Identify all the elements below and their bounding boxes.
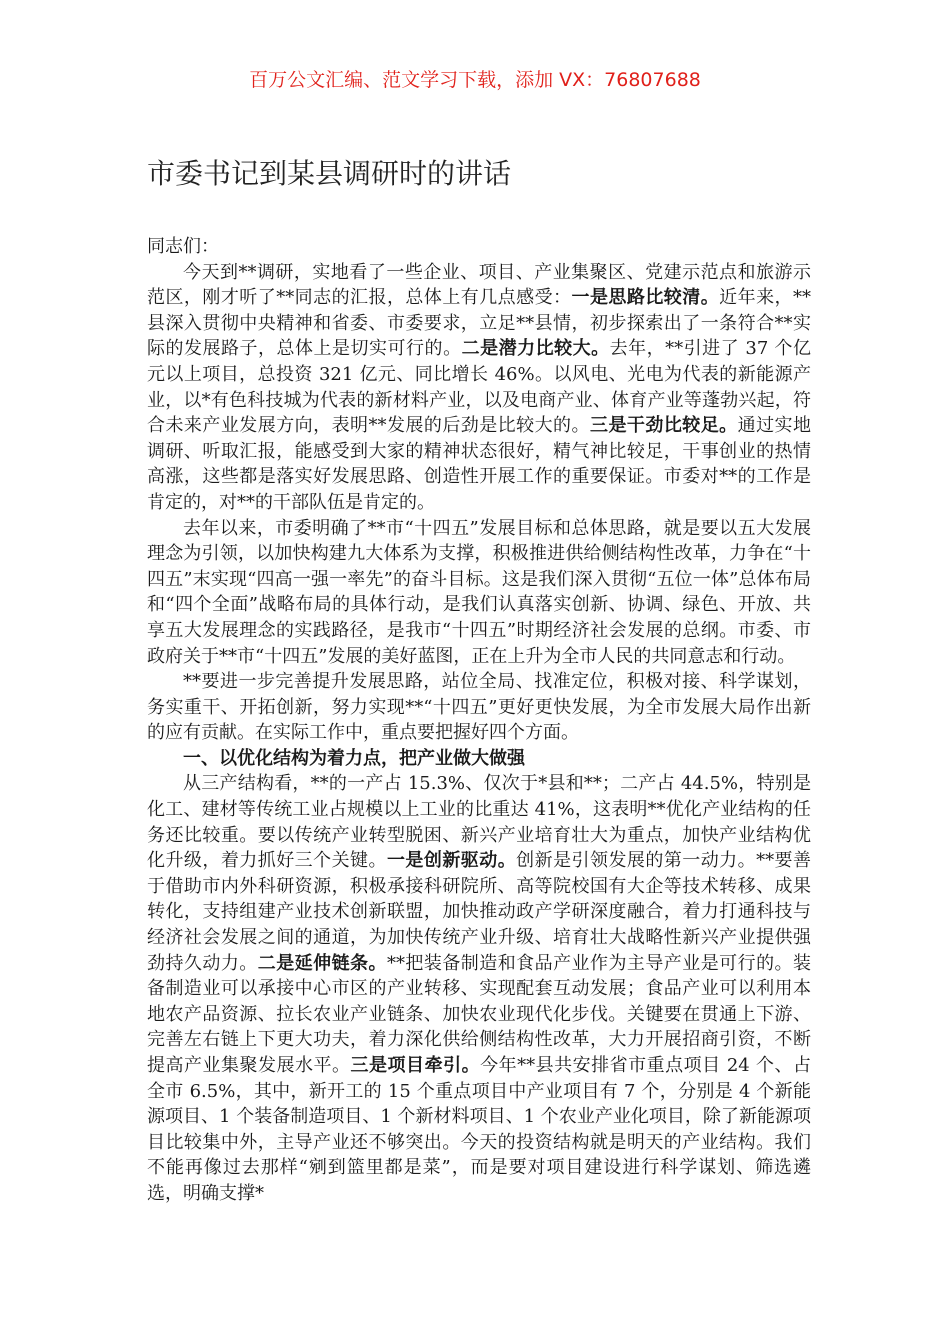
key-point: 三是干劲比较足。 bbox=[589, 415, 738, 437]
key-point: 二是延伸链条。 bbox=[257, 952, 387, 974]
key-point: 三是项目牵引。 bbox=[350, 1055, 481, 1076]
text-span: 从三产结构看，**的一产占 15.3%、仅次于*县和**；二产占 44.5%，特别是化工、建材等传统工业占规模以上工业的比重达 41%，这表明**优化产业结构的任务还比较重。要以传统产业转型脱困、新兴产业培育壮大为重点，加快产业结构优化升级，着力抓好三个关键。 bbox=[147, 773, 811, 872]
text-span: 近年来，**县深入贯彻中央精神和省委、市委要求，立足**县情，初步探索出了一条符合**实际的发展路子，总体上是切实可行的。 bbox=[147, 287, 812, 360]
text-span: 去年，**引进了 37 个亿元以上项目，总投资 321 亿元、同比增长 46%。以风电、光电为代表的新能源产业，以*有色科技城为代表的新材料产业，以及电商产业、体育产业等蓬勃兴起，符合未来产业发展方向，表明**发展的后劲是比较大的。 bbox=[147, 338, 811, 437]
text-span: 创新是引领发展的第一动力。**要善于借助市内外科研资源，积极承接科研院所、高等院校国有大企等技术转移、成果转化，支持组建产业技术创新联盟，加快推动政产学研深度融合，着力打通科技与经济社会发展之间的通道，为加快传统产业升级、培育壮大战略性新兴产业提供强劲持久动力。 bbox=[147, 850, 812, 974]
paragraph-development-ideas: **要进一步完善提升发展思路，站位全局、找准定位，积极对接、科学谋划，务实重干、开拓创新，努力实现**“十四五”更好更快发展，为全市发展大局作出新的应有贡献。在实际工作中，重点要把握好四个方面。 bbox=[147, 671, 811, 744]
key-point: 一是思路比较清。 bbox=[571, 287, 720, 309]
paragraph-feelings bbox=[147, 260, 811, 516]
text-span: 今天到**调研，实地看了一些企业、项目、产业集聚区、党建示范点和旅游示范区，刚才听了**同志的汇报，总体上有几点感受： bbox=[147, 261, 811, 309]
paragraph-five-year-plan: 去年以来，市委明确了**市“十四五”发展目标和总体思路，就是要以五大发展理念为引领，以加快构建九大体系为支撑，积极推进供给侧结构性改革，力争在“十四五”末实现“四高一强一率先”的奋斗目标。这是我们深入贯彻“五位一体”总体布局和“四个全面”战略布局的具体行动，是我们认真落实创新、协调、绿色、开放、共享五大发展理念的实践路径，是我市“十四五”时期经济社会发展的总纲。市委、市政府关于**市“十四五”发展的美好蓝图，正在上升为全市人民的共同意志和行动。 bbox=[147, 517, 811, 667]
document-body bbox=[147, 234, 811, 1207]
download-banner: 百万公文汇编、范文学习下载，添加 VX：76807688 bbox=[249, 69, 701, 91]
text-span: 今年**县共安排省市重点项目 24 个、占全市 6.5%，其中，新开工的 15 个重点项目中产业项目有 7 个，分别是 4 个新能源项目、1 个装备制造项目、1 个新材料项目、1 个农业产业化项目，除了新能源项目比较集中外，主导产业还不够突出。今天的投资结构就是明天的产业结构。我们不能再像过去那样“剜到篮里都是菜”，而是要对项目建设进行科学谋划、筛选遴选，明确支撑* bbox=[147, 1055, 811, 1204]
paragraph-industry-structure bbox=[147, 771, 811, 1206]
key-point: 二是潜力比较大。 bbox=[461, 338, 610, 360]
section-heading-1: 一、以优化结构为着力点，把产业做大做强 bbox=[183, 747, 525, 769]
salutation: 同志们： bbox=[147, 236, 219, 257]
document-title: 市委书记到某县调研时的讲话 bbox=[147, 157, 512, 190]
text-span: 通过实地调研、听取汇报，能感受到大家的精神状态很好，精气神比较足，干事创业的热情高涨，这些都是落实好发展思路、创造性开展工作的重要保证。市委对**的工作是肯定的，对**的干部队伍是肯定的。 bbox=[147, 415, 812, 513]
key-point: 一是创新驱动。 bbox=[386, 850, 517, 872]
text-span: **把装备制造和食品产业作为主导产业是可行的。装备制造业可以承接中心市区的产业转移、实现配套互动发展；食品产业可以利用本地农产品资源、拉长农业产业链条、加快农业现代化步伐。关键要在贯通上下游、完善左右链上下更大功夫，着力深化供给侧结构性改革，大力开展招商引资，不断提高产业集聚发展水平。 bbox=[147, 952, 812, 1076]
